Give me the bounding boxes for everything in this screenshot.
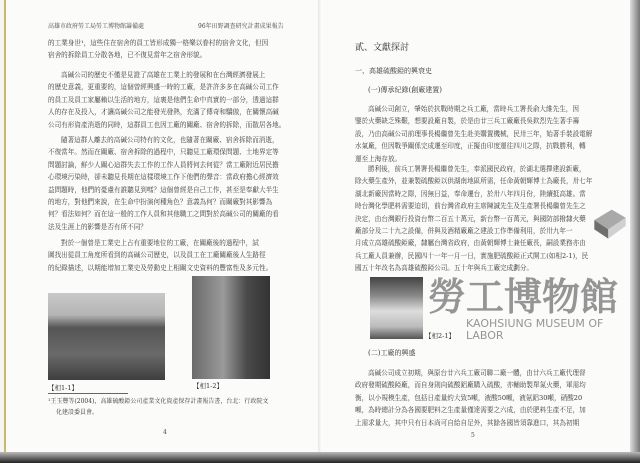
text-line: 的歷史意義，更重要的，這個曾經興盛一時的工廠，是許許多多在高碱公司工作 [48, 83, 279, 92]
text-line: 決定，由台灣銀行投資台幣二百五十萬元，新台幣一百萬元，與國防部撥隸火藥 [355, 214, 586, 223]
chapter-title: 貳、文獻探討 [355, 43, 410, 53]
text-line: 高碱公司創立，肇始於抗戰時期之兵工廠，當時兵工署長俞大維先生，因 [368, 105, 579, 113]
text-line: 運至上海存放。 [355, 154, 402, 163]
text-line: 國五十年改名為高雄硫酸錏公司。五十年與兵工廠完成劃分。 [355, 264, 534, 273]
text-line: 高碱公司的歷史不僅是見證了高雄在工業上的發展和在台灣經濟發展上 [61, 71, 266, 79]
text-line: 的地方，對他們來說，在生命中扮演何種角色？意義為何？而關廠對其影響為 [48, 197, 273, 206]
text-line: 問題討論，鮮少人關心這群失去工作的工作人員將何去何從？當工廠附近居民擔 [48, 160, 279, 169]
text-line: 心環境污染時，卻未聽見長期在這樣環境工作下他們的聲音：當政府擔心經濟效 [48, 173, 279, 182]
text-line: 的工業身世¹，這些住在宿舍的員工皆形成獨一格樂以眷村的宿舍文化，但因 [48, 39, 269, 47]
subsection-title: (二)工廠的興盛 [368, 349, 416, 357]
left-paragraph [48, 134, 279, 233]
page-number: 4 [163, 429, 167, 436]
watermark-chinese: 勞工博物館 [428, 275, 619, 319]
left-paragraph [48, 69, 285, 131]
footnote-rule [48, 393, 128, 394]
left-paragraph [48, 37, 268, 62]
text-line: 高碱公司成立初期，與原台廿六兵工廠司聯二廠一體，由廿六兵工廠代理督 [368, 369, 586, 377]
text-line: 水氣廠，但因戰爭關係完成遷至印度，正擬由印度運往四川之際，抗戰勝利，轉 [355, 142, 586, 151]
text-line: 湖北新廠因當時之際，因無日益，奉命遷台，於卅八年四月份，陸續抵高雄。當 [355, 189, 586, 198]
text-line: 益問題時，他們的憂慮有誰聽見到嗎？這個曾經是自己工作，甚至是奉獻大半生 [48, 185, 279, 194]
photo-caption: 【相1-2】 [193, 382, 223, 390]
footnote [48, 396, 268, 418]
section-title: 一、高雄硫酸錏的興衰史 [355, 67, 432, 75]
photo-factory-tower [192, 276, 270, 379]
photo-caption: 【相2-1】 [425, 332, 455, 340]
text-line: 設，乃由高碱公司前理事長楊繼曾先生赴美購置機械，民卅三年，始著手裝設電解 [355, 129, 593, 138]
photo-factory-gate [48, 293, 165, 380]
text-line: 鑒於火藥缺乏殊艱，想要設廠自製，於是由廿三兵工廠廠長吳欽烈先生著手籌 [355, 117, 580, 126]
right-paragraph [355, 103, 592, 165]
text-line: 隨著這群人離去的高碱公司特有的文化，也隨著在關廠、宿舍拆除而消逝， [61, 136, 279, 144]
book-spine [318, 0, 322, 455]
text-line: 衡，以小規模生產，包括日產量約大致5噸，液酸50噸，液氨鋁30噸，硝酸20 [355, 393, 583, 402]
text-line: 時台灣化學肥料需要迫切，前台灣省政府主席陳誠先生及生產署長楊繼曾先生之 [355, 202, 586, 211]
text-line: 化建設委員會。 [56, 409, 99, 416]
text-line: 何？看法如何？而在這一般的工作人員和其他職工之間對於高碱公司的關廠的看 [48, 210, 279, 219]
text-line: 噸，為時總計分為各國要肥料之生產量僅達需要之六成，由於肥料生產不足，加 [355, 406, 586, 415]
text-line: 圖找出從員工角度所看到的高碱公司歷史，以及員工在工廠關廠後人生路徑 [48, 251, 266, 260]
right-paragraph [355, 367, 586, 429]
museum-logo-icon [592, 205, 628, 241]
running-header-left: 高雄市政府勞工局勞工博物館籌備處 [48, 23, 145, 30]
text-line: 的紀錄描述，以期能增加工業史及勞動史上相關文史資料的豐富性及多元性。 [48, 263, 273, 272]
text-line: 廠部分及二十九之設備，併與及酒精廠廠之建設工作準備利用，於卅九年一 [355, 226, 573, 235]
text-line: 政府發期硫酸錏廠，而自身則向硫酸鋁廠購入硫酸，亦輔助製單氮火藥，軍需均 [355, 381, 586, 390]
text-line: 勝利後，前兵工署署長楊繼曾先生，奉派國民政府，於湖北選擇建設新廠， [368, 165, 586, 173]
page-number: 5 [471, 432, 475, 439]
text-line: 除火藥生產外，並兼製硫酸錏以供湖南地區所需，任命黃朝輝博士為廠長，卅七年 [355, 177, 593, 186]
photo-fertilizer-bag [370, 277, 423, 339]
text-line: 不復當年。然而在關廠、宿舍拆除的過程中，只聽見工廠環保問題、土地界定等 [48, 148, 279, 157]
right-paragraph [355, 163, 592, 275]
text-line: 公司有形資產消逝的同時，這群員工也因工廠的關廠、宿舍的拆除，而散居各地。 [48, 120, 286, 129]
text-line: 人的存在及投入，才讓高碱公司之能發光發熱，充滿了傳奇和驕傲，在關懷高碱 [48, 108, 279, 117]
text-line: 對於一個曾是工業史上占有重要地位的工廠，在關廠後的過程中，試 [61, 239, 259, 247]
left-paragraph [48, 237, 272, 274]
text-line: 上需求量大，其中只有日本尚可自給自足外，其餘各國皆須靠進口，其為初期 [355, 418, 580, 427]
scan-edge [630, 0, 640, 463]
text-line: 月成立高雄硫酸錏廠，隸屬台灣省政府，由黃朝輝博士兼任廠長，嗣設業務亦由 [355, 239, 586, 248]
photo-caption: 【相1-1】 [48, 384, 78, 392]
text-line: 的員工及員工家屬賴以生活的地方，這裏是他們生命中真實的一部分，透過這群 [48, 95, 279, 104]
text-line: 法及生涯上的影響是否有所不同？ [48, 222, 147, 231]
watermark-english: KAOHSIUNG MUSEUM OF LABOR [466, 317, 604, 342]
running-header-right: 96年田野調查研究計畫成果報告 [198, 23, 284, 30]
text-line: 兵工廠人員兼辦，民國四十一年一月一日，實施肥硫酸錏正式開工(如相2-1)，民 [355, 251, 589, 260]
text-line: 宿舍的拆除員工分散各地，已不復見當年之宿舍形貌。 [48, 51, 207, 60]
subsection-title: (一)傳承紀錄(創廠建置) [368, 86, 442, 94]
text-line: ¹王玉豐等(2004)，高雄硫酸錏公司產業文化資產保存計畫報告書，台北：行政院文 [48, 398, 269, 405]
scan-edge-bottom [0, 452, 640, 463]
